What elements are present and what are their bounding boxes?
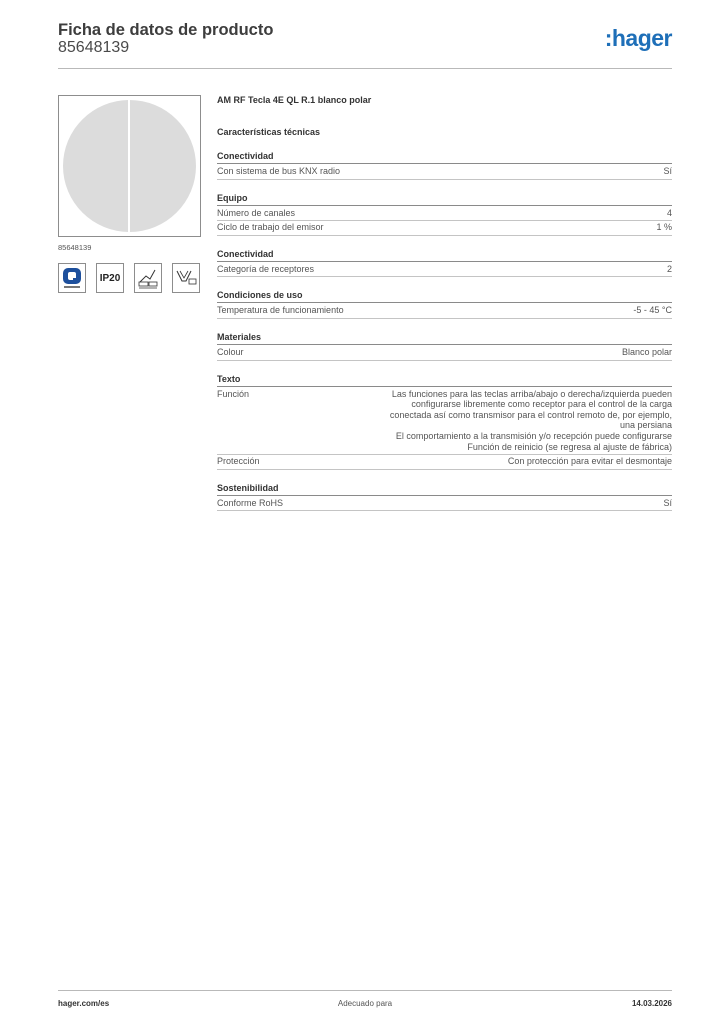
section-title: Sostenibilidad: [217, 483, 672, 496]
spec-value-line: conectada así como transmisor para el control remoto de, por ejemplo,: [389, 409, 672, 420]
spec-section: [217, 151, 672, 180]
spec-section: [217, 374, 672, 470]
document-footer: [58, 990, 672, 1014]
round-double-rocker-switch-icon: [63, 100, 196, 232]
spec-row: [217, 455, 672, 470]
recycling-bin-icon: [172, 263, 200, 293]
spec-value: 1 %: [656, 222, 672, 233]
installation-weee-icon: [134, 263, 162, 293]
spec-row: [217, 221, 672, 236]
section-title: Materiales: [217, 332, 672, 345]
spec-label: Función: [217, 388, 250, 399]
spec-value: Blanco polar: [621, 346, 672, 357]
section-title: Conectividad: [217, 151, 672, 164]
spec-value-line: Función de reinicio (se regresa al ajuste de fábrica): [467, 441, 672, 452]
spec-section: [217, 249, 672, 278]
spec-section: [217, 193, 672, 236]
quality-q-icon: [58, 263, 86, 293]
certification-icons: [58, 263, 200, 293]
footer-suitable-for: Adecuado para: [337, 999, 393, 1008]
rocker-divider: [128, 100, 130, 232]
spec-value-line: una persiana: [619, 420, 672, 431]
spec-label: Colour: [217, 346, 244, 357]
section-title: Equipo: [217, 193, 672, 206]
ip-rating-icon: [96, 263, 124, 293]
document-header: [58, 21, 672, 69]
spec-row: [217, 388, 672, 456]
spec-section: [217, 290, 672, 319]
footer-date: 14.03.2026: [631, 999, 672, 1008]
ip-rating-label: IP20: [99, 272, 121, 284]
spec-row: [217, 346, 672, 361]
product-image: [58, 95, 201, 237]
section-title: Texto: [217, 374, 672, 387]
section-title: Conectividad: [217, 249, 672, 262]
spec-label: Con sistema de bus KNX radio: [217, 166, 341, 176]
spec-label: Categoría de receptores: [217, 263, 315, 274]
section-title: Condiciones de uso: [217, 290, 672, 303]
spec-label: Protección: [217, 456, 260, 467]
spec-value: Sí: [663, 166, 672, 176]
spec-value-line: Las funciones para las teclas arriba/abajo o derecha/izquierda pueden: [391, 388, 672, 399]
spec-value: Sí: [663, 497, 672, 508]
hager-logo: :hager: [604, 25, 672, 51]
spec-label: Conforme RoHS: [217, 497, 284, 508]
spec-row: [217, 165, 672, 180]
technical-specifications: [217, 95, 672, 511]
footer-website-link[interactable]: hager.com/es: [58, 999, 110, 1008]
spec-row: [217, 304, 672, 319]
spec-label: Ciclo de trabajo del emisor: [217, 222, 324, 233]
spec-value: Con protección para evitar el desmontaje: [507, 456, 672, 467]
spec-row: [217, 263, 672, 278]
product-image-caption: 85648139: [58, 243, 92, 252]
spec-value-line: El comportamiento a la transmisión y/o recepción puede configurarse: [395, 430, 672, 441]
spec-value-line: configurarse libremente como receptor para el control de la carga: [411, 399, 672, 410]
product-number: 85648139: [58, 39, 130, 56]
product-name: AM RF Tecla 4E QL R.1 blanco polar: [217, 95, 372, 105]
spec-label: Número de canales: [217, 207, 296, 218]
spec-section: [217, 332, 672, 361]
spec-row: [217, 207, 672, 222]
document-title: Ficha de datos de producto: [58, 21, 274, 39]
spec-value: 2: [666, 263, 672, 274]
spec-value: -5 - 45 °C: [633, 305, 672, 316]
spec-section: [217, 483, 672, 512]
spec-value: 4: [666, 207, 672, 218]
spec-row: [217, 497, 672, 512]
characteristics-heading: Características técnicas: [217, 127, 321, 137]
spec-value: [362, 389, 672, 453]
spec-label: Temperatura de funcionamiento: [217, 305, 344, 316]
